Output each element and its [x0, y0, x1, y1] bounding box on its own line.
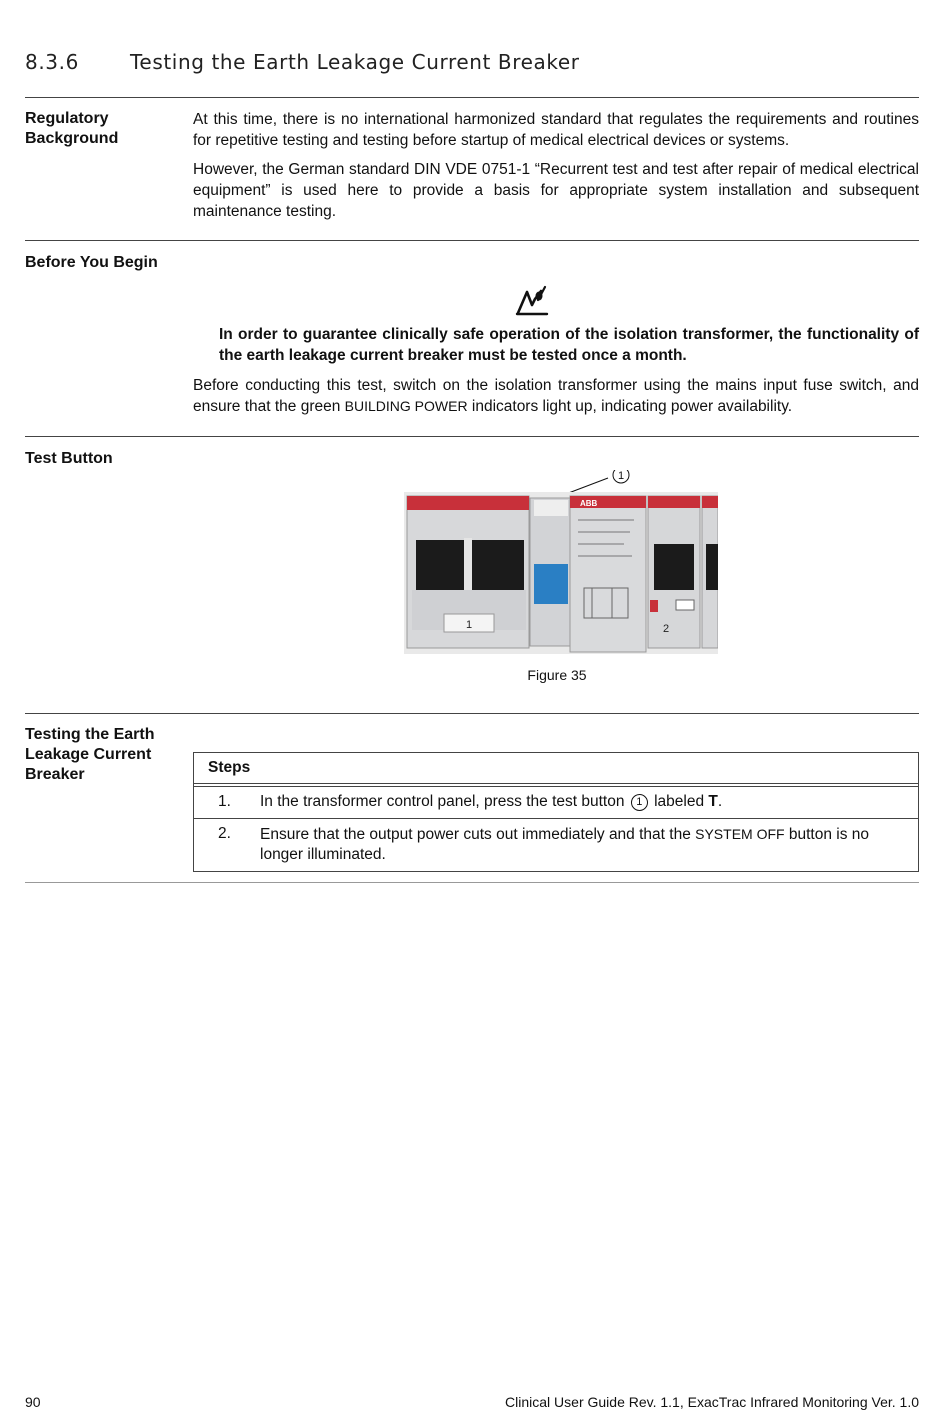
document-title: Clinical User Guide Rev. 1.1, ExacTrac Infrared Monitoring Ver. 1.0	[505, 1394, 919, 1410]
step-text: Ensure that the output power cuts out immediately and that the SYSTEM OFF button is no longer illuminated.	[260, 826, 870, 863]
before-begin-paragraph: Before conducting this test, switch on the isolation transformer using the mains input fuse switch, and ensure that the green BUILDING POWER indicators light up, indicating power availability.	[193, 377, 919, 415]
side-heading-test-button: Test Button	[25, 450, 113, 467]
photo-label-2: 2	[662, 623, 670, 635]
test-button-letter: T	[708, 793, 718, 810]
callout-number: 1	[617, 470, 625, 482]
breaker-photo	[404, 492, 718, 654]
page-number: 90	[25, 1394, 41, 1410]
figure-caption: Figure 35	[527, 667, 587, 683]
steps-header: Steps	[194, 753, 918, 784]
photo-brand: ABB	[580, 499, 598, 508]
step-row	[194, 818, 918, 871]
steps-table	[193, 752, 919, 872]
divider	[25, 97, 919, 98]
side-heading-testing: Testing the Earth Leakage Current Breaker	[25, 726, 155, 783]
note-text: In order to guarantee clinically safe operation of the isolation transformer, the functionality of the earth leakage current breaker must be tested once a month.	[219, 326, 919, 364]
step-number: 1.	[218, 793, 231, 810]
divider	[25, 436, 919, 437]
callout-number: 1	[631, 794, 648, 811]
section-heading	[25, 50, 580, 74]
divider	[25, 882, 919, 883]
step-row	[194, 787, 918, 818]
note-hand-icon	[514, 283, 550, 317]
section-number: 8.3.6	[25, 50, 79, 74]
system-off-label: SYSTEM OFF	[695, 826, 785, 842]
side-heading-regulatory: Regulatory Background	[25, 110, 119, 147]
section-title: Testing the Earth Leakage Current Breaker	[130, 50, 580, 74]
building-power-label: BUILDING POWER	[344, 398, 468, 414]
step-text: In the transformer control panel, press the test button 1 labeled T.	[260, 793, 723, 810]
side-heading-before-begin: Before You Begin	[25, 254, 158, 271]
step-number: 2.	[218, 825, 231, 842]
divider	[25, 713, 919, 714]
photo-label-1: 1	[465, 619, 473, 631]
regulatory-paragraph-1: At this time, there is no international harmonized standard that regulates the requirements and routines for repetitive testing and testing before startup of medical electrical devices or systems.	[193, 111, 919, 149]
regulatory-paragraph-2: However, the German standard DIN VDE 0751-1 “Recurrent test and test after repair of medical electrical equipment” is used here to provide a basis for appropriate system installation and subsequent maintenance testing.	[193, 161, 919, 220]
divider	[25, 240, 919, 241]
